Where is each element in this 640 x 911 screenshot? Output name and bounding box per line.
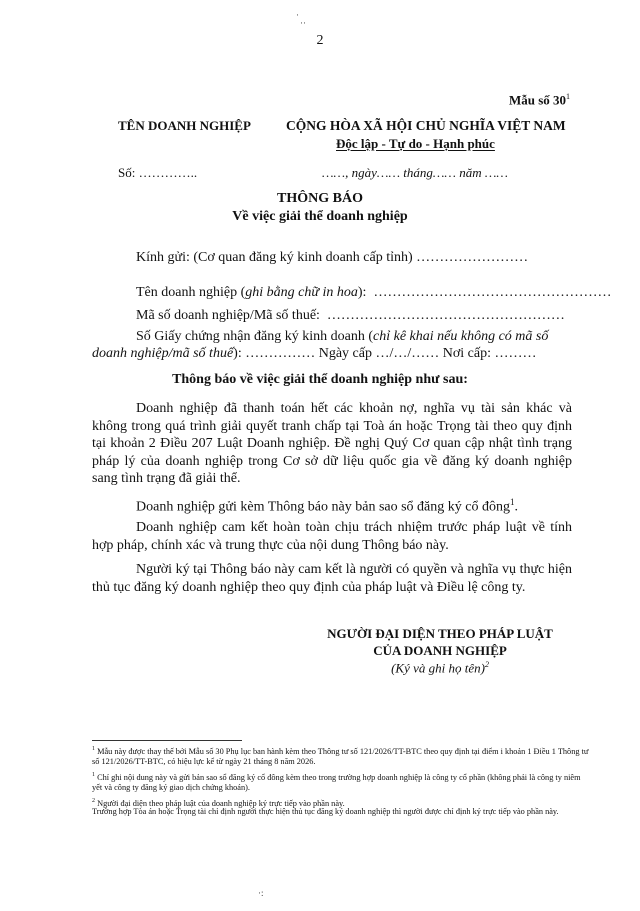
signature-title-continued: CỦA DOANH NGHIỆP [373, 643, 507, 658]
page-number: 2 [316, 33, 324, 48]
scan-speck-bottom: ·: [258, 888, 264, 898]
scan-speck-top: · [296, 10, 299, 20]
footnote-2: $^1$ Chỉ ghi nội dung này và gửi bản sao sổ đăng ký cổ đông kèm theo trong trường hợp doanh nghiệp là công ty cổ phần (không phải là công ty niêm yết và công ty đăng ký giao dịch chứng khoán). [92, 772, 581, 793]
document-title: THÔNG BÁO [277, 191, 363, 206]
signature-title: NGƯỜI ĐẠI DIỆN THEO PHÁP LUẬT [327, 626, 553, 641]
national-motto: Độc lập - Tự do - Hạnh phúc [336, 136, 495, 151]
footnote-3: $^2$ Người đại diện theo pháp luật của doanh nghiệp ký trực tiếp vào phần này. [92, 798, 345, 808]
license-field: Số Giấy chứng nhận đăng ký kinh doanh (chỉ kê khai nếu không có mã số [136, 329, 549, 344]
national-title: CỘNG HÒA XÃ HỘI CHỦ NGHĨA VIỆT NAM [286, 118, 566, 133]
paragraph-commitment: Doanh nghiệp cam kết hoàn toàn chịu trách nhiệm trước pháp luật về tính hợp pháp, chính xác và trung thực của nội dung Thông báo này. [92, 520, 572, 553]
paragraph-shareholder-register: Doanh nghiệp gửi kèm Thông báo này bản sao sổ đăng ký cổ đông$^1$. [136, 497, 518, 515]
company-name-field: Tên doanh nghiệp (ghi bằng chữ in hoa): …………………………………………… [136, 285, 612, 300]
footnote-ref-1: 1 [510, 497, 515, 507]
addressee-line: Kính gửi: (Cơ quan đăng ký kinh doanh cấp tỉnh) …………………… [136, 250, 529, 265]
footnote-4: Trường hợp Tòa án hoặc Trọng tài chỉ định người thực hiện thủ tục đăng ký doanh nghiệp thì người được chỉ định ký trực tiếp vào phần này. [92, 807, 559, 816]
form-number: Mẫu số $30^1$ [508, 92, 570, 108]
organization-name: TÊN DOANH NGHIỆP [118, 118, 251, 133]
document-date: ……, ngày…… tháng…… năm …… [322, 165, 508, 180]
notice-lead: Thông báo về việc giải thể doanh nghiệp như sau: [172, 372, 468, 387]
signature-note: (Ký và ghi họ tên)$^2$ [391, 660, 489, 676]
paragraph-settlement: Doanh nghiệp đã thanh toán hết các khoản nợ, nghĩa vụ tài sản khác và không trong quá trình giải quyết tranh chấp tại Toà án hoặc Trọng tài theo quy định tại khoản 2 Điều 207 Luật Doanh nghiệp. Đề nghị Quý Cơ quan cập nhật tình trạng pháp lý của doanh nghiệp trong Cơ sở dữ liệu quốc gia về đăng ký doanh nghiệp sang tình trạng đã giải thể. [92, 401, 572, 486]
document-subtitle: Về việc giải thể doanh nghiệp [232, 209, 408, 224]
footnote-1: $^1$ Mẫu này được thay thế bởi Mẫu số 30 Phụ lục ban hành kèm theo Thông tư số 121/2026/TT-BTC theo quy định tại điểm i khoản 1 Điều 1 Thông tư số 121/2026/TT-BTC, có hiệu lực kể từ ngày 21 tháng 8 năm 2026. [92, 746, 589, 767]
document-number: Số: ………….. [118, 165, 198, 180]
footnote-ref-2: 2 [484, 660, 489, 669]
footnote-separator [92, 740, 242, 741]
tax-code-field: Mã số doanh nghiệp/Mã số thuế: …………………………………………… [136, 308, 565, 323]
paragraph-signatory: Người ký tại Thông báo này cam kết là người có quyền và nghĩa vụ thực hiện thủ tục đăng ký doanh nghiệp theo quy định của pháp luật và Điều lệ công ty. [92, 562, 572, 595]
license-field-continued: doanh nghiệp/mã số thuế): …………… Ngày cấp …/…/…… Nơi cấp: ……… [92, 346, 537, 361]
form-number-footnote-mark: 1 [566, 92, 570, 101]
scan-speck-top-2: ·· [300, 18, 306, 28]
